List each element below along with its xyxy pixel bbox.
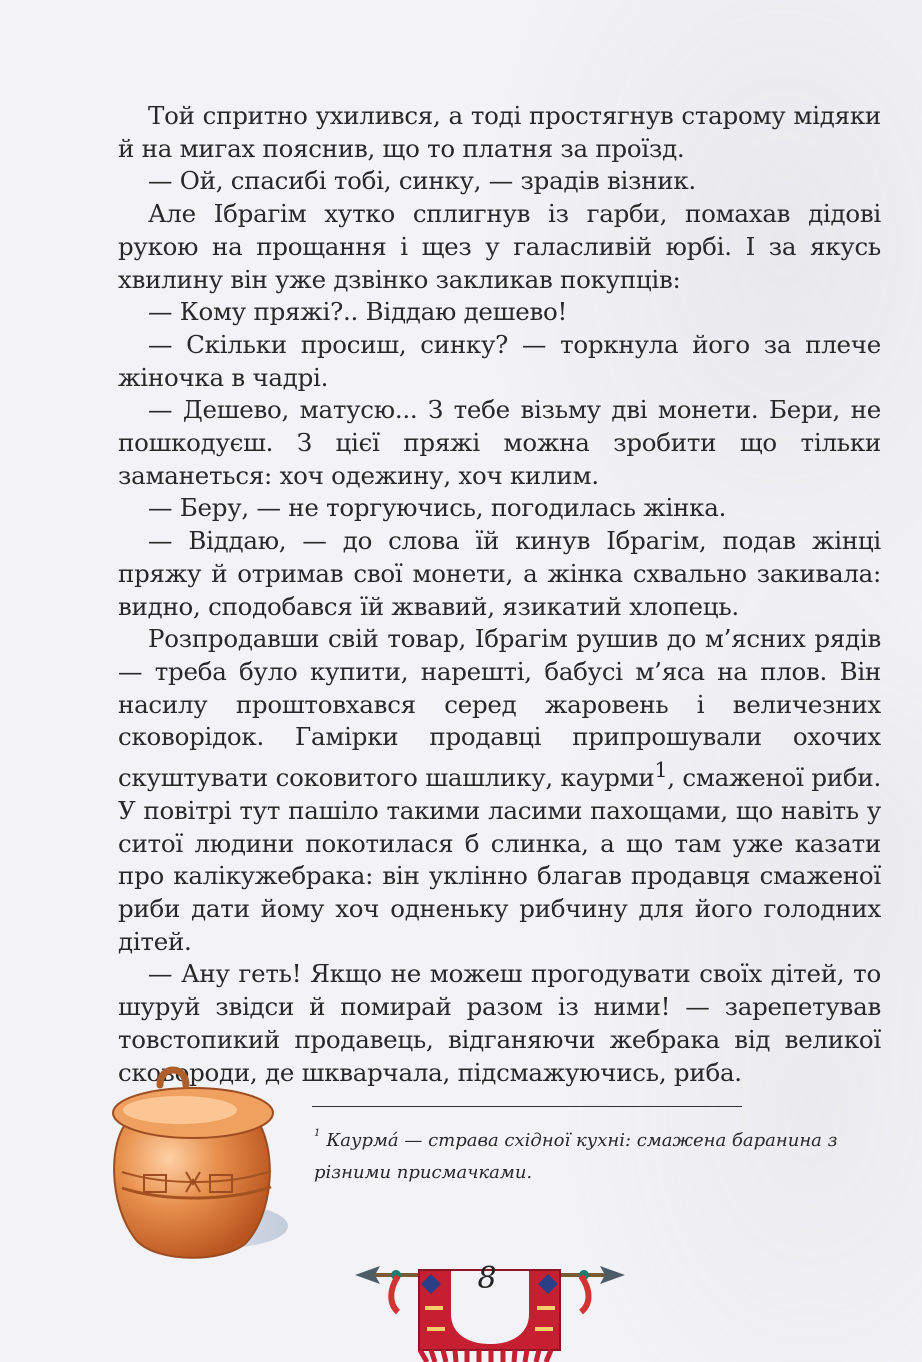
paragraph-text-after-footnote: , смаженої риби. У повітрі тут пашіло такими ласими пахощами, що навіть у ситої людини покотилася б слинка, а що там уже казати про калікужебрака: він уклінно благав продавця смаженої риби дати йому хоч одненьку рибчину для його голодних дітей. [118,763,881,956]
lid-highlight [123,1096,237,1124]
clay-pot-illustration [98,1060,288,1260]
paragraph-text-before-footnote: Розпродавши свій товар, Ібрагім рушив до м’ясних рядів — треба було купити, нарешті, бабусі м’яса на плов. Він насилу проштовхався серед жаровень і величезних сковорідок. Гамірки продавці припрошували охочих скуштувати соковитого шашлику, каурми [118,624,881,793]
story-paragraph: Той спритно ухилився, а тоді простягнув старому мідяки й на мигах пояснив, що то платня за проїзд. [118,101,881,163]
footnote-marker: 1 [314,1128,321,1139]
lid-handle [160,1070,186,1085]
story-text [118,100,881,1089]
story-paragraph: — Скільки просиш, синку? — торкнула його за плече жіночка в чадрі. [118,329,881,392]
story-paragraph: — Кому пряжі?.. Віддаю дешево! [148,297,568,327]
story-paragraph: — Дешево, матусю... З тебе візьму дві монети. Бери, не пошкодуєш. З цієї пряжі можна зробити що тільки заманеться: хоч одежину, хоч килим. [118,395,881,490]
story-paragraph: — Віддаю, — до слова їй кинув Ібрагім, подав жінці пряжу й отримав свої монети, а жінка схвально закивала: видно, сподобався їй жвавий, язикатий хлопець. [118,526,881,621]
footnote-text: Каурмá — страва східної кухні: смажена баранина з різними присмачками. [314,1130,838,1183]
story-paragraph: Але Ібрагім хутко сплигнув із гарби, помахав дідові рукою на прощання і щез у галасливій юрбі. І за якусь хвилину він уже дзвінко закликав покупців: [118,199,881,294]
footnote-separator [312,1106,742,1107]
story-paragraph: — Ану геть! Якщо не можеш прогодувати своїх дітей, то шуруй звідси й помирай разом із ними! — зарепетував товстопикий продавець, відганяючи жебрака від великої сковороди, де шкварчала, підсмажуючись, риба. [118,959,881,1087]
right-tassel [581,1276,589,1312]
left-tassel [391,1276,398,1312]
story-paragraph: — Беру, — не торгуючись, погодилась жінка. [148,493,727,523]
footnote [314,1118,894,1189]
carpet-fringe [420,1350,551,1362]
footnote-reference: 1 [654,758,668,783]
story-paragraph-with-footnote [118,623,881,958]
page-number: 8 [477,1261,497,1296]
story-paragraph: — Ой, спасибі тобі, синку, — зрадів візник. [148,166,696,196]
